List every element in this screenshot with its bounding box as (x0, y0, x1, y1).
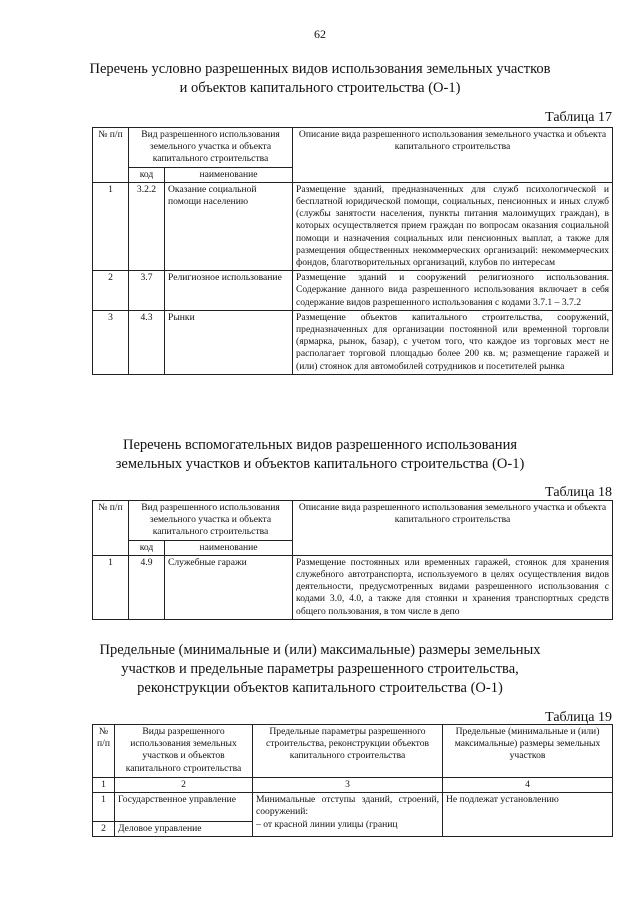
table18-header-num: № п/п (93, 501, 129, 556)
section2-heading-line2: земельных участков и объектов капитального строительства (О-1) (115, 456, 525, 472)
table19-row1-params: Минимальные отступы зданий, строений, сооружений: – от красной линии улицы (границ (253, 793, 443, 837)
table17-row2-code: 3.7 (129, 271, 165, 311)
table19-caption: Таблица 19 (545, 710, 612, 725)
table18-row1-desc: Размещение постоянных или временных гаражей, стоянок для хранения служебного автотранспорта, используемого в целях осуществления видов деятельности, предусмотренных видами разрешенного использования с кодами 3.0, 4.0, а также для стоянки и хранения транспортных средств общего пользования, в том числе в депо (293, 555, 613, 619)
table19-row1-num: 1 (93, 793, 115, 822)
table18-header-code: код (129, 540, 165, 555)
table18-header-desc: Описание вида разрешенного использования земельного участка и объекта капитального строительства (293, 501, 613, 556)
table19-row2-num: 2 (93, 822, 115, 837)
section1-heading-line1: Перечень условно разрешенных видов использования земельных участков (89, 61, 551, 77)
table19-header-num: № п/п (93, 725, 115, 778)
table18-header-kind: Вид разрешенного использования земельного участка и объекта капитального строительства (129, 501, 293, 541)
table19-header-sizes: Предельные (минимальные и (или) максимальные) размеры земельных участков (443, 725, 613, 778)
section2-heading-line1: Перечень вспомогательных видов разрешенного использования (123, 437, 517, 453)
table-17 (92, 127, 613, 375)
section3-heading-line3: реконструкции объектов капитального строительства (О-1) (137, 680, 503, 696)
table17-row2-desc: Размещение зданий и сооружений религиозного использования. Содержание данного вида разрешенного использования включает в себя содержание видов разрешенного использования с кодами 3.7.1 – 3.7.2 (293, 271, 613, 311)
table-row (93, 310, 613, 374)
table17-header-code: код (129, 167, 165, 182)
page-number: 62 (314, 27, 326, 41)
table19-colnum-1: 1 (93, 778, 115, 793)
table17-row3-name: Рынки (165, 310, 293, 374)
table17-row1-num: 1 (93, 182, 129, 270)
table-row (93, 793, 613, 822)
table19-row2-kind: Деловое управление (115, 822, 253, 837)
table19-colnum-4: 4 (443, 778, 613, 793)
table-18 (92, 500, 613, 620)
table17-row2-num: 2 (93, 271, 129, 311)
table17-caption: Таблица 17 (545, 110, 612, 125)
table17-header-name: наименование (165, 167, 293, 182)
section2-heading (60, 436, 580, 474)
table19-row1-sizes: Не подлежат установлению (443, 793, 613, 837)
table-row (93, 271, 613, 311)
section3-heading (60, 641, 580, 698)
table-row (93, 555, 613, 619)
table17-row1-name: Оказание социальной помощи населению (165, 182, 293, 270)
table-19 (92, 724, 613, 837)
table18-row1-code: 4.9 (129, 555, 165, 619)
table17-row2-name: Религиозное использование (165, 271, 293, 311)
table-row (93, 182, 613, 270)
table17-header-num: № п/п (93, 128, 129, 183)
table19-header-kind: Виды разрешенного использования земельных участков и объектов капитального строительства (115, 725, 253, 778)
table19-header-params: Предельные параметры разрешенного строительства, реконструкции объектов капитального строительства (253, 725, 443, 778)
table19-row1-kind: Государственное управление (115, 793, 253, 822)
table17-header-kind: Вид разрешенного использования земельного участка и объекта капитального строительства (129, 128, 293, 168)
table18-row1-name: Служебные гаражи (165, 555, 293, 619)
table17-row3-desc: Размещение объектов капитального строительства, сооружений, предназначенных для организации постоянной или временной торговли (ярмарка, рынок, базар), с учетом того, что каждое из торговых мест не располагает торговой площадью более 200 кв. м; размещение гаражей и (или) стоянок для автомобилей сотрудников и посетителей рынка (293, 310, 613, 374)
table19-colnum-3: 3 (253, 778, 443, 793)
table17-row3-code: 4.3 (129, 310, 165, 374)
section1-heading-line2: и объектов капитального строительства (О-1) (179, 80, 461, 96)
table18-row1-num: 1 (93, 555, 129, 619)
table19-colnum-2: 2 (115, 778, 253, 793)
section1-heading (60, 60, 580, 98)
table17-row1-desc: Размещение зданий, предназначенных для служб психологической и бесплатной юридической помощи, социальных, пенсионных и иных служб (службы занятости населения, пункты питания малоимущих граждан), в которых осуществляется прием граждан по вопросам оказания социальной помощи и назначения социальных или пенсионных выплат, а также для размещения общественных некоммерческих организаций: некоммерческих фондов, благотворительных организаций, клубов по интересам (293, 182, 613, 270)
section3-heading-line1: Предельные (минимальные и (или) максимальные) размеры земельных (99, 642, 541, 658)
table17-row1-code: 3.2.2 (129, 182, 165, 270)
table17-header-desc: Описание вида разрешенного использования земельного участка и объекта капитального строительства (293, 128, 613, 183)
table17-row3-num: 3 (93, 310, 129, 374)
table18-header-name: наименование (165, 540, 293, 555)
section3-heading-line2: участков и предельные параметры разрешенного строительства, (121, 661, 519, 677)
table18-caption: Таблица 18 (545, 485, 612, 500)
